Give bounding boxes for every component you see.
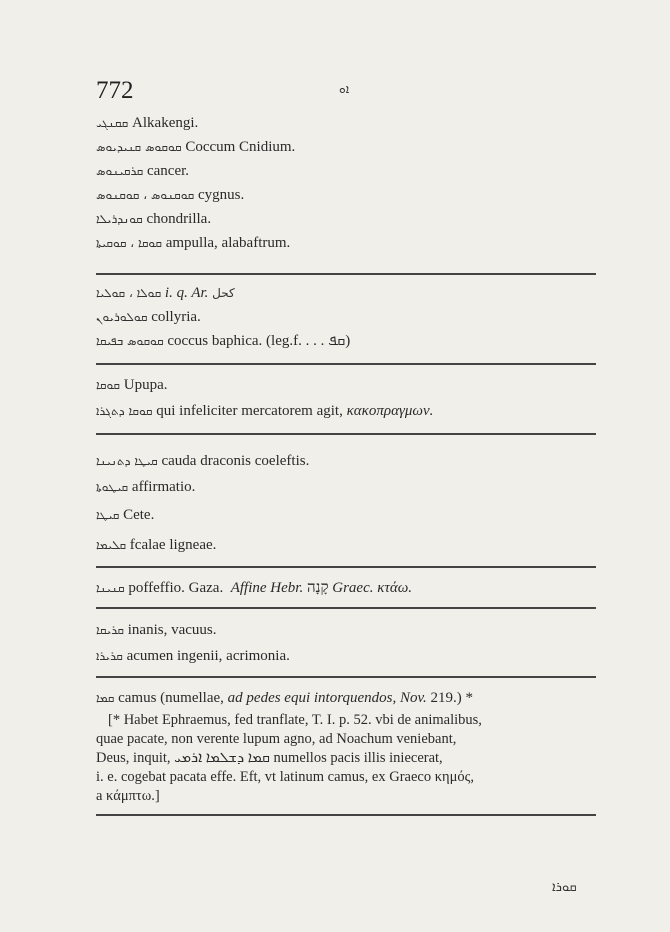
entry: ܩܘܩܐ ܕܬܓܪܐ qui infeliciter mercatorem agit, κακοπραγμων. bbox=[96, 403, 434, 419]
entry: ܩܢܝܢܐ poffeffio. Gaza. Affine Hebr. קָנָה Graec. κτάω. bbox=[96, 580, 413, 596]
entry: ܩܝܛܐ Cete. bbox=[96, 507, 155, 523]
divider bbox=[96, 566, 596, 568]
entry: ܩܠܝܡܐ fcalae ligneae. bbox=[96, 537, 217, 553]
entry: ܩܘܩܐ Upupa. bbox=[96, 377, 168, 393]
entry: ܩܝܛܘܬܐ affirmatio. bbox=[96, 479, 196, 495]
page-number: 772 bbox=[96, 77, 134, 104]
entry: ܩܘܩܘܣ ܩܢܝܕܝܘܣ Coccum Cnidium. bbox=[96, 139, 296, 155]
entry: ܩܝܛܐ ܕܬܢܝܢܐ cauda draconis coeleftis. bbox=[96, 453, 310, 469]
entry: ܩܘܠܐ ، ܩܘܠܝܐ i. q. Ar. كحل bbox=[96, 285, 235, 301]
entry: ܩܪܝܪܐ acumen ingenii, acrimonia. bbox=[96, 648, 290, 664]
entry: ܩܘܩܘܣ ܒܦܝܩܐ coccus baphica. (leg.f. . . . ܩܦ) bbox=[96, 333, 351, 349]
divider bbox=[96, 273, 596, 275]
entry: ܩܪܝܩܐ inanis, vacuus. bbox=[96, 622, 217, 638]
entry: ܩܩܢܓܝ Alkakengi. bbox=[96, 115, 199, 131]
entry: ܩܘܩܢܘܣ ، ܩܘܩܢܘܣ cygnus. bbox=[96, 187, 245, 203]
divider bbox=[96, 814, 596, 816]
divider bbox=[96, 363, 596, 365]
divider bbox=[96, 676, 596, 678]
catchword: ܩܘܪܐ bbox=[552, 880, 577, 895]
entry: ܩܘܢܕܪܝܠܐ chondrilla. bbox=[96, 211, 212, 227]
entry: ܩܡܐ camus (numellae, ad pedes equi intorquendos, Nov. 219.) * bbox=[96, 690, 474, 706]
divider bbox=[96, 433, 596, 435]
footnote: [* Habet Ephraemus, fed tranflate, T. I. p. 52. vbi de animalibus, quae pacate, non verente lupum agno, ad Noachum veniebant, Deus, inquit, ܩܡܐ ܕܫܠܡܐ ܐܪܡܝ numellos pacis illis iniecerat, i. e. cogebat pacata effe. Eft, vt latinum camus, ex Graeco κημός, a κάμπτω.] bbox=[96, 712, 482, 804]
entry: ܩܘܩܐ ، ܩܘܩܝܬܐ ampulla, alabaftrum. bbox=[96, 235, 291, 251]
entry: ܩܘܠܘܪܝܘܢ collyria. bbox=[96, 309, 201, 325]
entry: ܩܪܩܝܢܘܣ cancer. bbox=[96, 163, 190, 179]
divider bbox=[96, 607, 596, 609]
running-header: ܐܘ bbox=[339, 82, 350, 96]
